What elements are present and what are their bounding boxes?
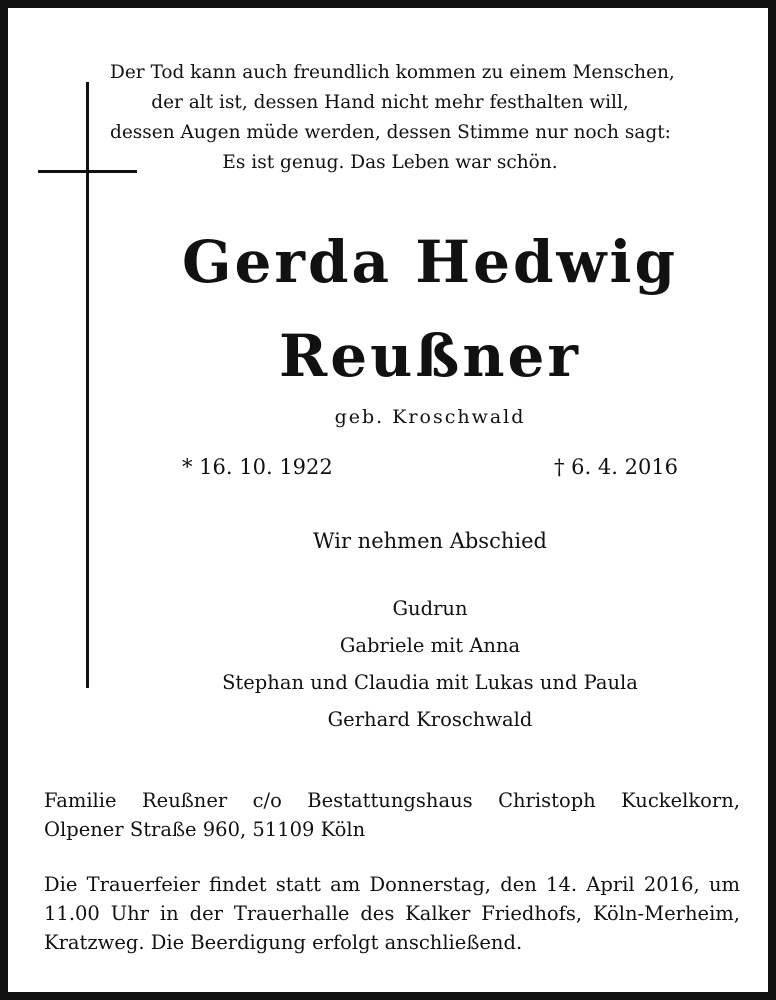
memorial-quote xyxy=(110,58,675,178)
funeral-service-info xyxy=(44,870,740,957)
service-line: Kratzweg. Die Beerdigung erfolgt anschließend. xyxy=(44,931,523,954)
deceased-first-names: Gerda Hedwig xyxy=(181,228,679,296)
quote-line: Es ist genug. Das Leben war schön. xyxy=(222,152,558,173)
birth-date: * 16. 10. 1922 xyxy=(182,455,333,479)
service-line: Die Trauerfeier findet statt am Donnerstag, den 14. April 2016, um xyxy=(44,873,740,896)
address-line: Familie Reußner c/o Bestattungshaus Christoph Kuckelkorn, xyxy=(44,789,740,812)
deceased-last-name: Reußner xyxy=(279,322,581,390)
mourners-list xyxy=(130,590,730,738)
quote-line: dessen Augen müde werden, dessen Stimme nur noch sagt: xyxy=(110,122,671,143)
quote-line: Der Tod kann auch freundlich kommen zu einem Menschen, xyxy=(110,62,675,83)
mourner-item: Stephan und Claudia mit Lukas und Paula xyxy=(222,671,638,694)
mourner-item: Gudrun xyxy=(392,597,468,620)
death-date: † 6. 4. 2016 xyxy=(554,455,679,479)
quote-line: der alt ist, dessen Hand nicht mehr festhalten will, xyxy=(151,92,629,113)
farewell-text: Wir nehmen Abschied xyxy=(313,529,547,553)
address-line: Olpener Straße 960, 51109 Köln xyxy=(44,818,366,841)
mourner-item: Gabriele mit Anna xyxy=(339,634,521,657)
service-line: 11.00 Uhr in der Trauerhalle des Kalker Friedhofs, Köln-Merheim, xyxy=(44,902,740,925)
contact-address xyxy=(44,786,740,844)
maiden-name: geb. Kroschwald xyxy=(334,406,526,428)
mourner-item: Gerhard Kroschwald xyxy=(327,708,533,731)
